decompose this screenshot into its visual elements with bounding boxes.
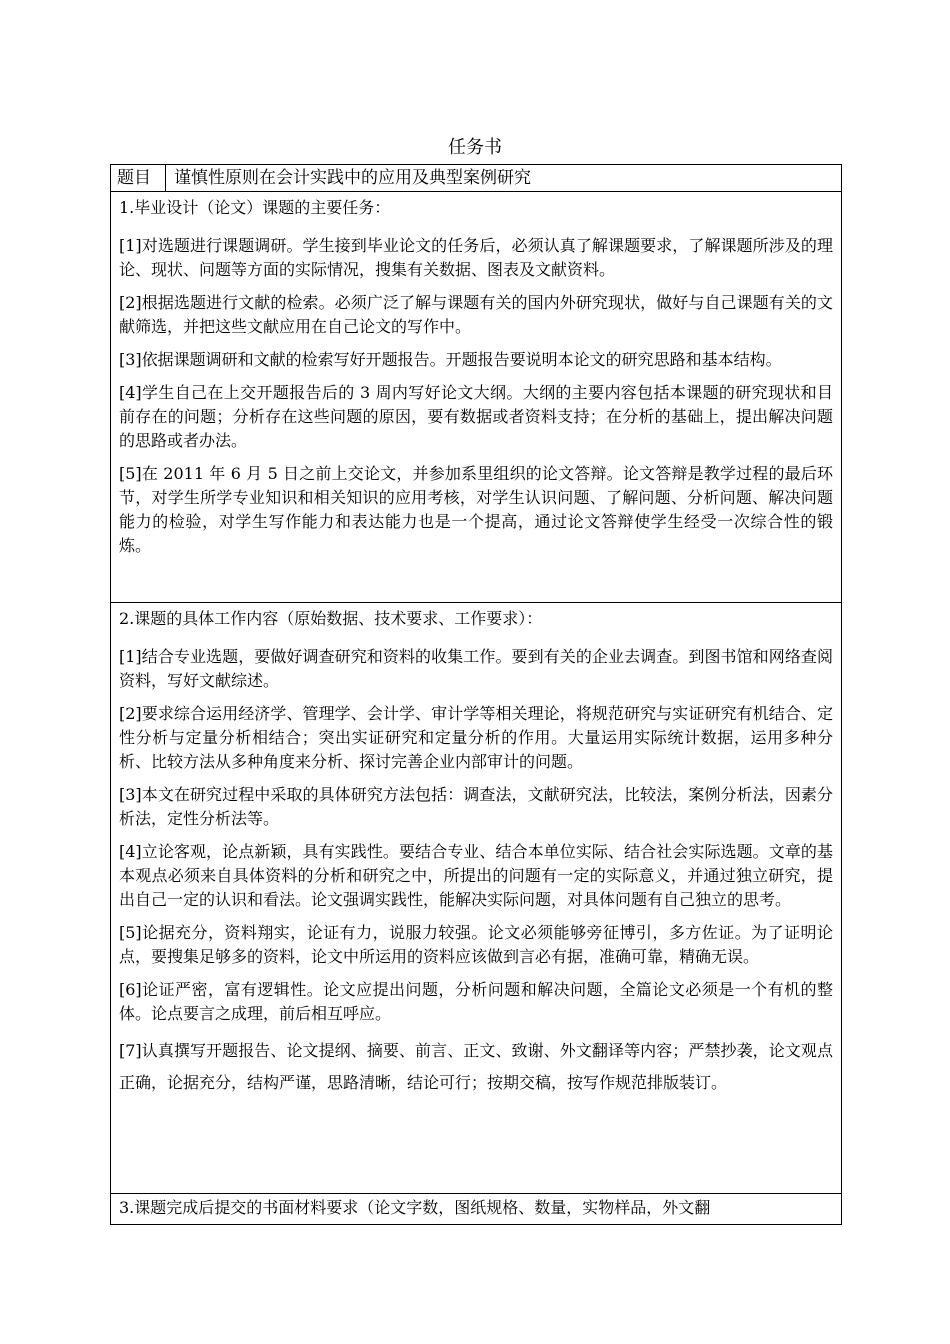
section-2-paragraph: [2]要求综合运用经济学、管理学、会计学、审计学等相关理论，将规范研究与实证研究有机结合、定性分析与定量分析相结合；突出实证研究和定量分析的作用。大量运用实际统计数据，运用多种分析、比较方法从多种角度来分析、探讨完善企业内部审计的问题。 [119,704,833,771]
page-title: 任务书 [448,137,502,158]
topic-value: 谨慎性原则在会计实践中的应用及典型案例研究 [166,165,842,192]
section-1-paragraph: [5]在 2011 年 6 月 5 日之前上交论文，并参加系里组织的论文答辩。论文答辩是教学过程的最后环节，对学生所学专业知识和相关知识的应用考核，对学生认识问题、了解问题、分析问题、解决问题能力的检验，对学生写作能力和表达能力也是一个提高，通过论文答辩使学生经受一次综合性的锻炼。 [119,464,833,555]
section-2-paragraph: [5]论据充分，资料翔实，论证有力，说服力较强。论文必须能够旁征博引，多方佐证。为了证明论点，要搜集足够多的资料，论文中所运用的资料应该做到言必有据，准确可靠，精确无误。 [119,923,833,966]
topic-row [111,165,842,192]
section-1-row [111,192,842,603]
section-2-paragraph: [1]结合专业选题，要做好调查研究和资料的收集工作。要到有关的企业去调查。到图书馆和网络查阅资料，写好文献综述。 [119,647,833,690]
section-2-heading: 2.课题的具体工作内容（原始数据、技术要求、工作要求）： [119,609,543,628]
section-1-paragraph: [4]学生自己在上交开题报告后的 3 周内写好论文大纲。大纲的主要内容包括本课题的研究现状和目前存在的问题；分析存在这些问题的原因，要有数据或者资料支持；在分析的基础上，提出解决问题的思路或者办法。 [119,383,833,450]
task-table [110,164,842,1225]
section-1-paragraph: [2]根据选题进行文献的检索。必须广泛了解与课题有关的国内外研究现状，做好与自己课题有关的文献筛选，并把这些文献应用在自己论文的写作中。 [119,293,833,336]
section-2-row [111,603,842,1194]
section-1-paragraph: [3]依据课题调研和文献的检索写好开题报告。开题报告要说明本论文的研究思路和基本结构。 [119,350,782,369]
section-2-cell [111,603,842,1194]
section-2-paragraph: [3]本文在研究过程中采取的具体研究方法包括：调查法，文献研究法，比较法，案例分析法，因素分析法，定性分析法等。 [119,785,833,828]
topic-label: 题目 [111,165,166,192]
section-3-cell [111,1194,842,1225]
section-3-row [111,1194,842,1225]
section-1-heading: 1.毕业设计（论文）课题的主要任务： [119,198,391,217]
section-1-paragraph: [1]对选题进行课题调研。学生接到毕业论文的任务后，必须认真了解课题要求，了解课题所涉及的理论、现状、问题等方面的实际情况，搜集有关数据、图表及文献资料。 [119,236,833,279]
section-2-paragraph: [4]立论客观，论点新颖，具有实践性。要结合专业、结合本单位实际、结合社会实际选题。文章的基本观点必须来自具体资料的分析和研究之中，所提出的问题有一定的实际意义，并通过独立研究，提出自己一定的认识和看法。论文强调实践性，能解决实际问题，对具体问题有自己独立的思考。 [119,842,833,909]
section-2-paragraph: [7]认真撰写开题报告、论文提纲、摘要、前言、正文、致谢、外文翻译等内容；严禁抄袭，论文观点正确，论据充分，结构严谨，思路清晰，结论可行；按期交稿，按写作规范排版装订。 [119,1041,833,1092]
section-1-cell [111,192,842,603]
section-2-paragraph: [6]论证严密，富有逻辑性。论文应提出问题，分析问题和解决问题，全篇论文必须是一个有机的整体。论点要言之成理，前后相互呼应。 [119,980,833,1023]
section-3-heading: 3.课题完成后提交的书面材料要求（论文字数，图纸规格、数量，实物样品，外文翻 [119,1198,711,1217]
